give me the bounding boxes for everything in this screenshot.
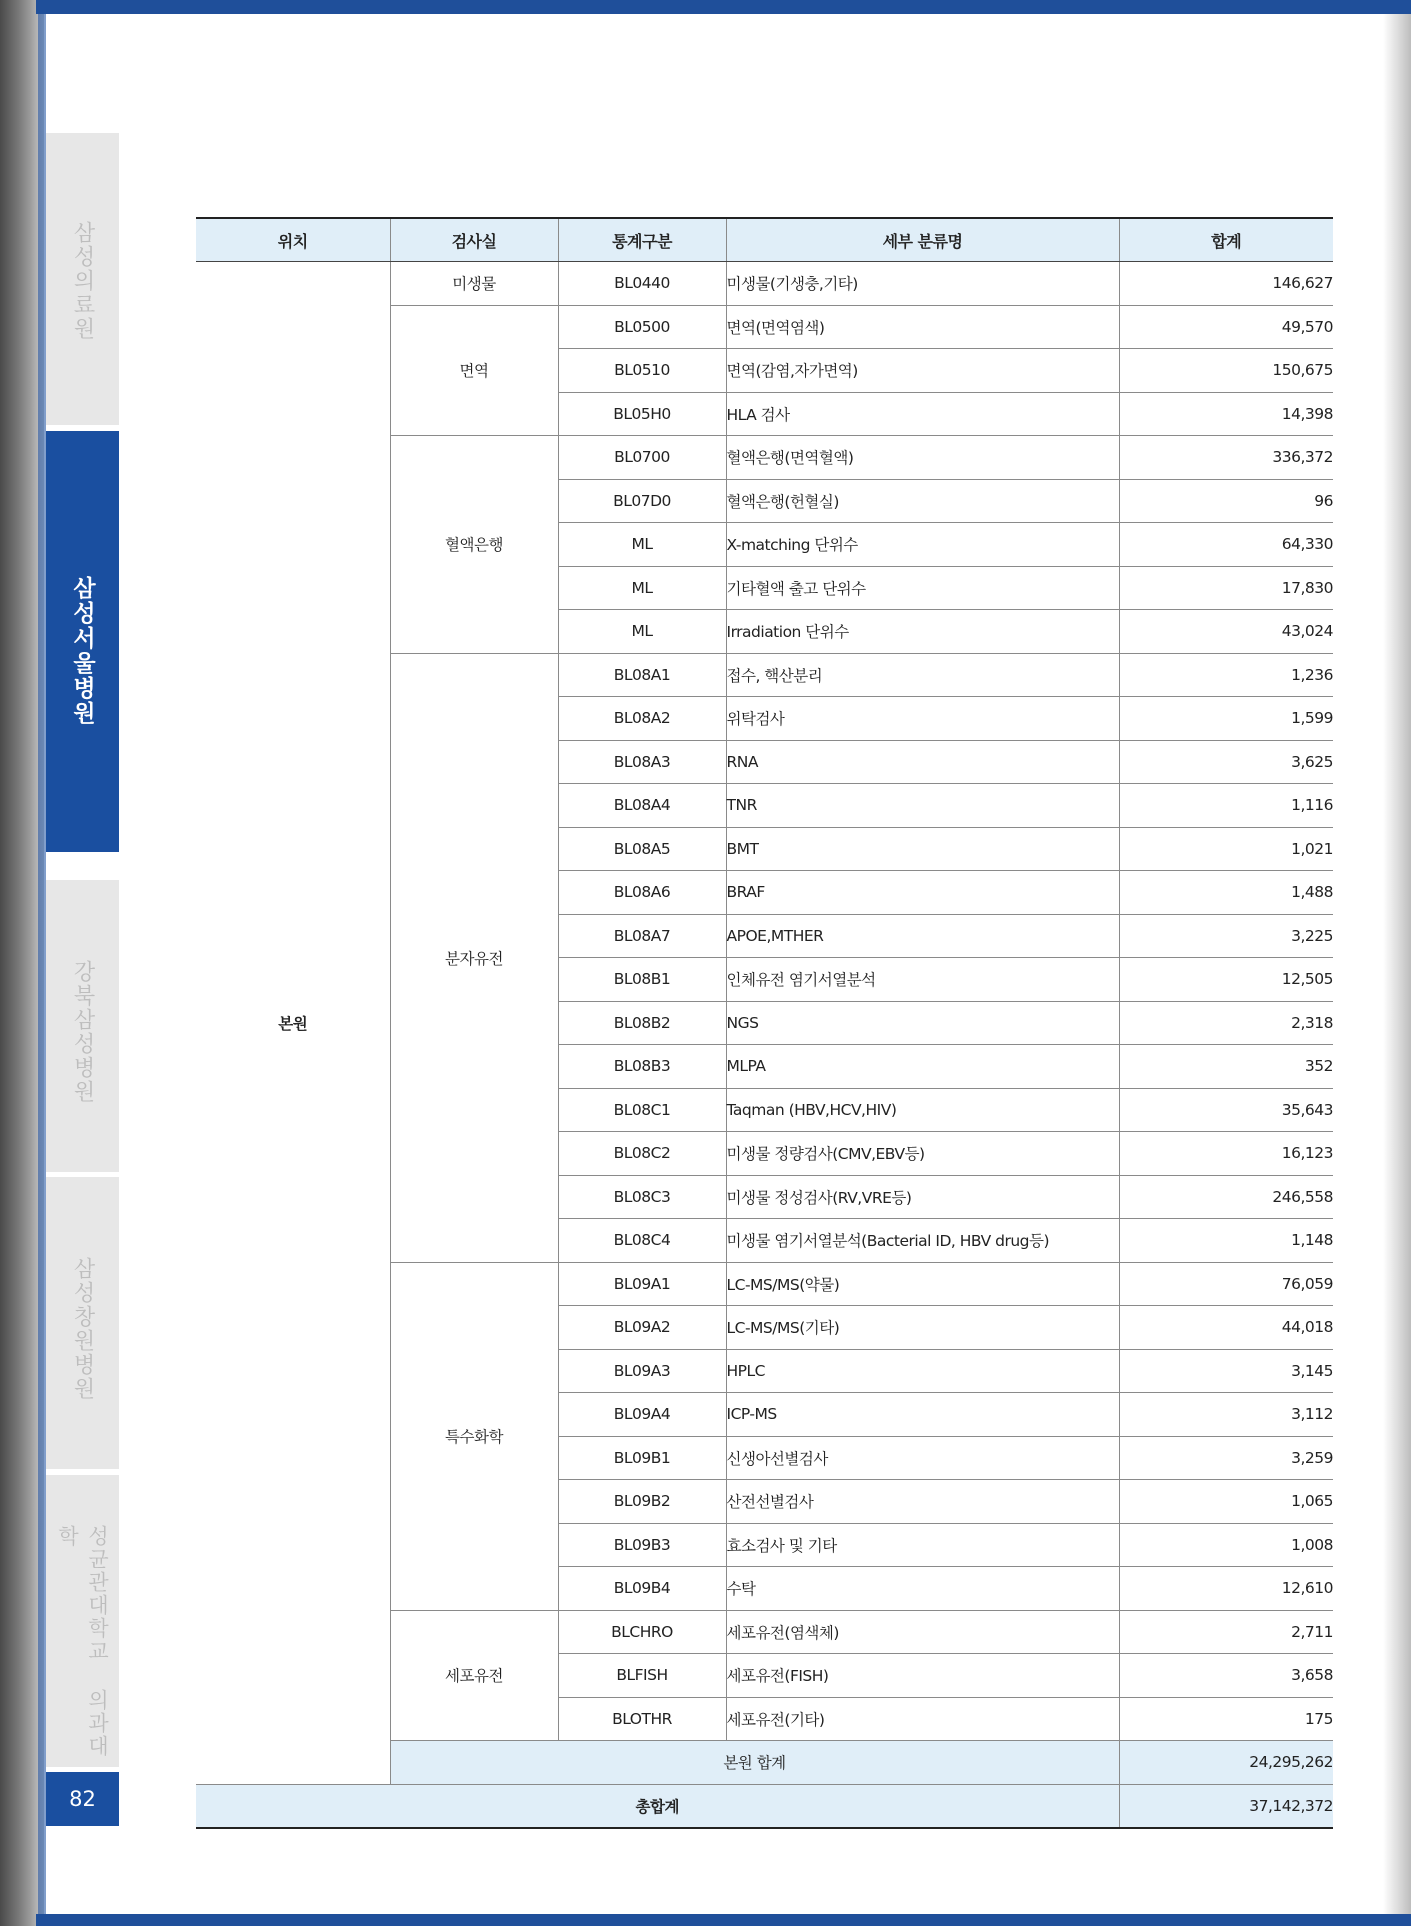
detail-name-cell: 면역(면역염색)	[726, 305, 1119, 349]
detail-name-cell: APOE,MTHER	[726, 914, 1119, 958]
code-cell: BL09B4	[558, 1567, 726, 1611]
detail-name-cell: 효소검사 및 기타	[726, 1523, 1119, 1567]
code-cell: BL09A2	[558, 1306, 726, 1350]
total-cell: 246,558	[1119, 1175, 1333, 1219]
code-cell: BL0440	[558, 262, 726, 306]
total-cell: 43,024	[1119, 610, 1333, 654]
code-cell: BL08A2	[558, 697, 726, 741]
detail-name-cell: BMT	[726, 827, 1119, 871]
top-border-bar	[36, 0, 1411, 14]
detail-name-cell: 미생물 염기서열분석(Bacterial ID, HBV drug등)	[726, 1219, 1119, 1263]
detail-name-cell: 세포유전(기타)	[726, 1697, 1119, 1741]
page-curl-shadow	[1383, 0, 1411, 1926]
code-cell: BLCHRO	[558, 1610, 726, 1654]
code-cell: BL09B1	[558, 1436, 726, 1480]
code-cell: BL08A7	[558, 914, 726, 958]
code-cell: BL08B2	[558, 1001, 726, 1045]
code-cell: BL07D0	[558, 479, 726, 523]
total-cell: 3,658	[1119, 1654, 1333, 1698]
detail-name-cell: HPLC	[726, 1349, 1119, 1393]
total-cell: 150,675	[1119, 349, 1333, 393]
detail-name-cell: 산전선별검사	[726, 1480, 1119, 1524]
detail-name-cell: 접수, 핵산분리	[726, 653, 1119, 697]
code-cell: BL09A1	[558, 1262, 726, 1306]
header-stat-code: 통계구분	[558, 218, 726, 262]
code-cell: ML	[558, 610, 726, 654]
total-cell: 3,145	[1119, 1349, 1333, 1393]
page-number: 82	[46, 1772, 119, 1826]
detail-name-cell: 신생아선별검사	[726, 1436, 1119, 1480]
total-cell: 64,330	[1119, 523, 1333, 567]
detail-name-cell: 미생물 정성검사(RV,VRE등)	[726, 1175, 1119, 1219]
header-location: 위치	[196, 218, 390, 262]
code-cell: BL09B3	[558, 1523, 726, 1567]
statistics-table	[196, 217, 1333, 1829]
total-cell: 44,018	[1119, 1306, 1333, 1350]
location-cell: 본원	[196, 262, 390, 1785]
code-cell: BLOTHR	[558, 1697, 726, 1741]
side-tab-kangbuk-samsung-hospital[interactable]: 강북삼성병원	[46, 880, 119, 1172]
code-cell: BL0700	[558, 436, 726, 480]
lab-cell: 분자유전	[390, 653, 558, 1262]
code-cell: BL0510	[558, 349, 726, 393]
lab-cell: 혈액은행	[390, 436, 558, 654]
header-lab: 검사실	[390, 218, 558, 262]
detail-name-cell: Taqman (HBV,HCV,HIV)	[726, 1088, 1119, 1132]
total-cell: 14,398	[1119, 392, 1333, 436]
code-cell: BL08B3	[558, 1045, 726, 1089]
subtotal-label: 본원 합계	[390, 1741, 1119, 1785]
total-cell: 12,610	[1119, 1567, 1333, 1611]
bottom-border-bar	[36, 1914, 1411, 1926]
code-cell: BL0500	[558, 305, 726, 349]
total-cell: 76,059	[1119, 1262, 1333, 1306]
code-cell: BL08C1	[558, 1088, 726, 1132]
code-cell: BL08A5	[558, 827, 726, 871]
code-cell: BLFISH	[558, 1654, 726, 1698]
total-cell: 1,116	[1119, 784, 1333, 828]
code-cell: BL08A4	[558, 784, 726, 828]
side-tab-samsung-changwon-hospital[interactable]: 삼성창원병원	[46, 1177, 119, 1469]
total-cell: 12,505	[1119, 958, 1333, 1002]
detail-name-cell: LC-MS/MS(약물)	[726, 1262, 1119, 1306]
grand-total-value: 37,142,372	[1119, 1784, 1333, 1828]
total-cell: 17,830	[1119, 566, 1333, 610]
total-cell: 1,599	[1119, 697, 1333, 741]
total-cell: 1,065	[1119, 1480, 1333, 1524]
spine-edge	[38, 0, 46, 1926]
detail-name-cell: BRAF	[726, 871, 1119, 915]
code-cell: BL08B1	[558, 958, 726, 1002]
table-header-row	[196, 218, 1333, 262]
lab-cell: 특수화학	[390, 1262, 558, 1610]
detail-name-cell: X-matching 단위수	[726, 523, 1119, 567]
total-cell: 3,625	[1119, 740, 1333, 784]
total-cell: 1,148	[1119, 1219, 1333, 1263]
code-cell: BL09B2	[558, 1480, 726, 1524]
total-cell: 352	[1119, 1045, 1333, 1089]
total-cell: 3,259	[1119, 1436, 1333, 1480]
header-total: 합계	[1119, 218, 1333, 262]
total-cell: 336,372	[1119, 436, 1333, 480]
lab-cell: 미생물	[390, 262, 558, 306]
detail-name-cell: ICP-MS	[726, 1393, 1119, 1437]
total-cell: 96	[1119, 479, 1333, 523]
total-cell: 2,318	[1119, 1001, 1333, 1045]
code-cell: BL08C2	[558, 1132, 726, 1176]
detail-name-cell: 미생물 정량검사(CMV,EBV등)	[726, 1132, 1119, 1176]
code-cell: BL08C3	[558, 1175, 726, 1219]
subtotal-value: 24,295,262	[1119, 1741, 1333, 1785]
code-cell: BL09A3	[558, 1349, 726, 1393]
detail-name-cell: 세포유전(염색체)	[726, 1610, 1119, 1654]
grand-total-label: 총합계	[196, 1784, 1119, 1828]
code-cell: ML	[558, 566, 726, 610]
detail-name-cell: TNR	[726, 784, 1119, 828]
detail-name-cell: 세포유전(FISH)	[726, 1654, 1119, 1698]
total-cell: 1,236	[1119, 653, 1333, 697]
table-body	[196, 262, 1333, 1829]
detail-name-cell: 면역(감염,자가면역)	[726, 349, 1119, 393]
table-row	[196, 262, 1333, 306]
lab-cell: 면역	[390, 305, 558, 436]
total-cell: 1,488	[1119, 871, 1333, 915]
detail-name-cell: Irradiation 단위수	[726, 610, 1119, 654]
detail-name-cell: MLPA	[726, 1045, 1119, 1089]
detail-name-cell: 미생물(기생충,기타)	[726, 262, 1119, 306]
detail-name-cell: 혈액은행(면역혈액)	[726, 436, 1119, 480]
detail-name-cell: 수탁	[726, 1567, 1119, 1611]
detail-name-cell: LC-MS/MS(기타)	[726, 1306, 1119, 1350]
code-cell: BL08C4	[558, 1219, 726, 1263]
detail-name-cell: HLA 검사	[726, 392, 1119, 436]
total-cell: 146,627	[1119, 262, 1333, 306]
lab-cell: 세포유전	[390, 1610, 558, 1741]
code-cell: BL08A6	[558, 871, 726, 915]
detail-name-cell: 기타혈액 출고 단위수	[726, 566, 1119, 610]
detail-name-cell: 위탁검사	[726, 697, 1119, 741]
total-cell: 3,225	[1119, 914, 1333, 958]
code-cell: BL05H0	[558, 392, 726, 436]
detail-name-cell: NGS	[726, 1001, 1119, 1045]
detail-name-cell: RNA	[726, 740, 1119, 784]
header-detail-name: 세부 분류명	[726, 218, 1119, 262]
side-tab-samsung-seoul-hospital[interactable]: 삼성서울병원	[46, 431, 119, 852]
grand-total-row	[196, 1784, 1333, 1828]
side-tab-skku-medicine[interactable]: 성균관대학교 의과대학	[46, 1475, 119, 1767]
total-cell: 35,643	[1119, 1088, 1333, 1132]
total-cell: 3,112	[1119, 1393, 1333, 1437]
side-tab-samsung-medical-center[interactable]: 삼성의료원	[46, 133, 119, 425]
total-cell: 16,123	[1119, 1132, 1333, 1176]
total-cell: 1,008	[1119, 1523, 1333, 1567]
total-cell: 49,570	[1119, 305, 1333, 349]
total-cell: 1,021	[1119, 827, 1333, 871]
total-cell: 175	[1119, 1697, 1333, 1741]
code-cell: BL08A3	[558, 740, 726, 784]
code-cell: BL08A1	[558, 653, 726, 697]
code-cell: ML	[558, 523, 726, 567]
detail-name-cell: 혈액은행(헌혈실)	[726, 479, 1119, 523]
detail-name-cell: 인체유전 염기서열분석	[726, 958, 1119, 1002]
code-cell: BL09A4	[558, 1393, 726, 1437]
total-cell: 2,711	[1119, 1610, 1333, 1654]
